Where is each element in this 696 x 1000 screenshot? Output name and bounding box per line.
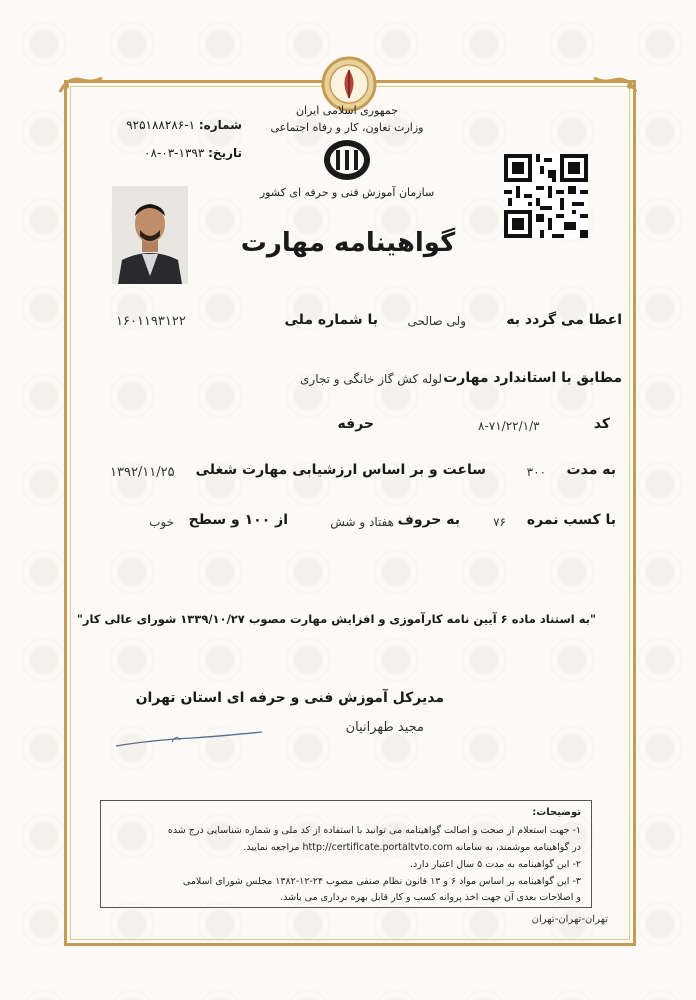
code-label: کد [593,416,610,432]
certificate-title: گواهینامه مهارت [240,228,456,258]
tvto-logo-icon [322,138,372,182]
header-line-1: جمهوری اسلامی ایران [295,104,399,117]
score-label: با کسب نمره [526,512,616,528]
out-of-label: از ۱۰۰ و سطح [188,512,288,528]
date-value: ۱۳۹۳-۰۳-۰۸ [144,146,205,160]
note-line-5: و اصلاحات بعدی آن جهت اخذ پروانه کسب و کار قابل بهره برداری می باشد. [280,892,581,903]
number-value: ۱-۹۲۵۱۸۸۲۸۶ [126,118,196,132]
letters-label: به حروف [397,512,460,528]
score-value: ۷۶ [493,515,506,529]
national-id-label: با شماره ملی [284,312,378,328]
date-label: تاریخ: [208,146,242,160]
corner-ornament-right-icon [592,74,638,94]
notes-box [100,800,592,908]
notes-heading: توضیحات: [532,807,581,818]
code-value: ۸-۷۱/۲۲/۱/۳ [478,419,540,433]
date-row [100,146,242,160]
organization-name: سازمان آموزش فنی و حرفه ای کشور [259,186,435,199]
letters-value: هفتاد و شش [330,515,394,529]
signatory-name: مجید طهرانیان [345,720,424,735]
header-line-2: وزارت تعاون، کار و رفاه اجتماعی [270,121,424,134]
note-line-2: در گواهینامه موشمند، به سامانه http://certificate.portaltvto.com مراجعه نمایید. [243,842,581,853]
signature-scribble [112,726,272,752]
national-id-value: ۱۶۰۱۱۹۳۱۲۲ [116,314,186,329]
legal-clause: "به استناد ماده ۶ آیین نامه کارآموزی و افزایش مهارت مصوب ۱۳۳۹/۱۰/۲۷ شورای عالی کار" [76,612,596,626]
duration-label: به مدت [566,462,616,478]
note-line-3: ۲- این گواهینامه به مدت ۵ سال اعتبار دارد. [410,859,581,870]
level-label: حرفه [337,416,374,432]
number-label: شماره: [198,118,242,132]
evaluation-date: ۱۳۹۲/۱۱/۲۵ [110,465,175,480]
note-line-4: ۳- این گواهینامه بر اساس مواد ۶ و ۱۳ قانون نظام صنفی مصوب ۲۴-۱۲-۱۳۸۲ مجلس شورای اسلامی [182,876,581,887]
location-footer: تهران-تهران-تهران [531,914,608,925]
note-line-1: ۱- جهت استعلام از صحت و اصالت گواهینامه می توانید با استفاده از کد ملی و شماره شناسایی درج شده [167,825,581,836]
holder-name: ولی صالحی [407,314,466,328]
corner-ornament-left-icon [58,74,104,94]
grade-value: خوب [149,515,174,529]
granted-label: اعطا می گردد به [506,312,622,328]
standard-value: لوله کش گاز خانگی و تجاری [300,372,442,386]
holder-photo [112,186,188,284]
hours-label: ساعت و بر اساس ارزشیابی مهارت شغلی [195,462,486,478]
qr-code [504,154,588,238]
duration-value: ۳۰۰ [526,465,546,479]
standard-label: مطابق با استاندارد مهارت [443,370,622,386]
number-row [86,118,242,132]
signatory-title: مدیرکل آموزش فنی و حرفه ای استان تهران [135,690,444,706]
